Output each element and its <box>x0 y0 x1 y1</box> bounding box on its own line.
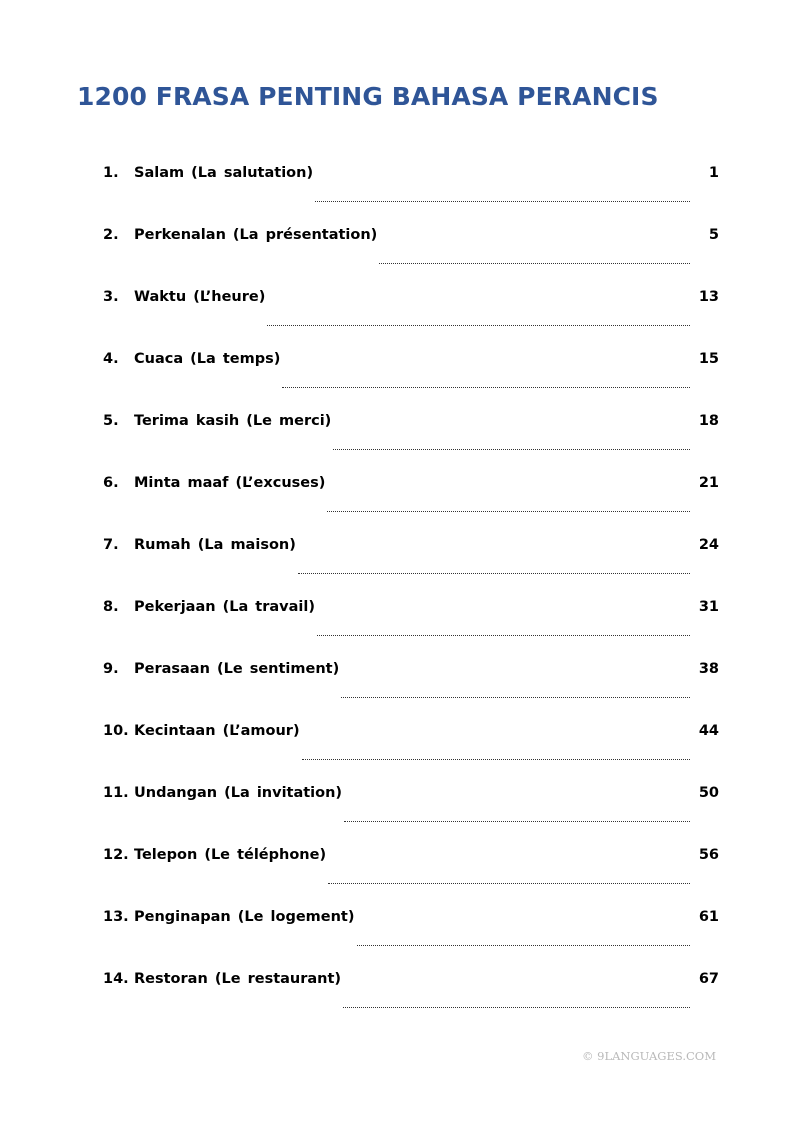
toc-dot-leader <box>344 809 690 822</box>
toc-entry[interactable] <box>103 532 719 594</box>
toc-entry-page: 5 <box>708 227 719 243</box>
toc-entry-label: Rumah (La maison) <box>134 537 296 553</box>
toc-dot-leader <box>327 499 689 512</box>
toc-dot-leader <box>282 375 689 388</box>
toc-entry[interactable] <box>103 966 719 1028</box>
toc-entry-page: 1 <box>708 165 719 181</box>
toc-entry-label: Minta maaf (L’excuses) <box>134 475 326 491</box>
toc-entry-page: 38 <box>698 661 719 677</box>
toc-entry[interactable] <box>103 408 719 470</box>
toc-entry-page: 61 <box>698 909 719 925</box>
toc-entry-number: 11. <box>103 785 129 801</box>
toc-entry-label: Pekerjaan (La travail) <box>134 599 315 615</box>
toc-entry-label: Perasaan (Le sentiment) <box>134 661 340 677</box>
document-title: 1200 FRASA PENTING BAHASA PERANCIS <box>77 82 659 111</box>
toc-entry-page: 56 <box>698 847 719 863</box>
toc-entry-page: 44 <box>698 723 719 739</box>
toc-dot-leader <box>317 623 690 636</box>
toc-entry-label: Cuaca (La temps) <box>134 351 281 367</box>
toc-dot-leader <box>379 251 690 264</box>
toc-dot-leader <box>357 933 690 946</box>
toc-entry-number: 6. <box>103 475 119 491</box>
toc-entry-number: 4. <box>103 351 119 367</box>
toc-entry-label: Telepon (Le téléphone) <box>134 847 327 863</box>
toc-dot-leader <box>328 871 690 884</box>
toc-entry-number: 10. <box>103 723 129 739</box>
toc-entry-number: 13. <box>103 909 129 925</box>
toc-dot-leader <box>343 995 690 1008</box>
toc-entry-number: 14. <box>103 971 129 987</box>
toc-entry-label: Terima kasih (Le merci) <box>134 413 332 429</box>
toc-entry-label: Restoran (Le restaurant) <box>134 971 342 987</box>
toc-dot-leader <box>298 561 690 574</box>
toc-entry-number: 1. <box>103 165 119 181</box>
toc-entry-number: 3. <box>103 289 119 305</box>
copyright-watermark: © 9LANGUAGES.COM <box>582 1049 717 1063</box>
toc-entry-page: 21 <box>698 475 719 491</box>
toc-entry-label: Kecintaan (L’amour) <box>134 723 300 739</box>
toc-dot-leader <box>341 685 690 698</box>
toc-entry-page: 15 <box>698 351 719 367</box>
toc-entry-number: 12. <box>103 847 129 863</box>
toc-entry-label: Salam (La salutation) <box>134 165 314 181</box>
toc-entry-label: Perkenalan (La présentation) <box>134 227 378 243</box>
toc-entry-label: Undangan (La invitation) <box>134 785 343 801</box>
toc-dot-leader <box>315 189 690 202</box>
toc-entry-number: 7. <box>103 537 119 553</box>
toc-dot-leader <box>302 747 690 760</box>
toc-entry[interactable] <box>103 222 719 284</box>
toc-entry[interactable] <box>103 656 719 718</box>
toc-entry-page: 24 <box>698 537 719 553</box>
toc-entry-page: 50 <box>698 785 719 801</box>
toc-entry[interactable] <box>103 842 719 904</box>
toc-entry-number: 8. <box>103 599 119 615</box>
toc-entry-label: Penginapan (Le logement) <box>134 909 355 925</box>
toc-entry[interactable] <box>103 718 719 780</box>
toc-entry[interactable] <box>103 904 719 966</box>
toc-entry[interactable] <box>103 160 719 222</box>
toc-entry[interactable] <box>103 284 719 346</box>
toc-entry-page: 13 <box>698 289 719 305</box>
toc-entry-page: 18 <box>698 413 719 429</box>
toc-entry-page: 67 <box>698 971 719 987</box>
table-of-contents <box>103 160 719 1028</box>
toc-entry[interactable] <box>103 780 719 842</box>
toc-entry-number: 2. <box>103 227 119 243</box>
toc-entry-label: Waktu (L’heure) <box>134 289 266 305</box>
toc-entry-page: 31 <box>698 599 719 615</box>
toc-entry[interactable] <box>103 594 719 656</box>
toc-dot-leader <box>333 437 690 450</box>
toc-entry-number: 5. <box>103 413 119 429</box>
toc-dot-leader <box>267 313 689 326</box>
toc-entry[interactable] <box>103 346 719 408</box>
toc-entry-number: 9. <box>103 661 119 677</box>
toc-entry[interactable] <box>103 470 719 532</box>
